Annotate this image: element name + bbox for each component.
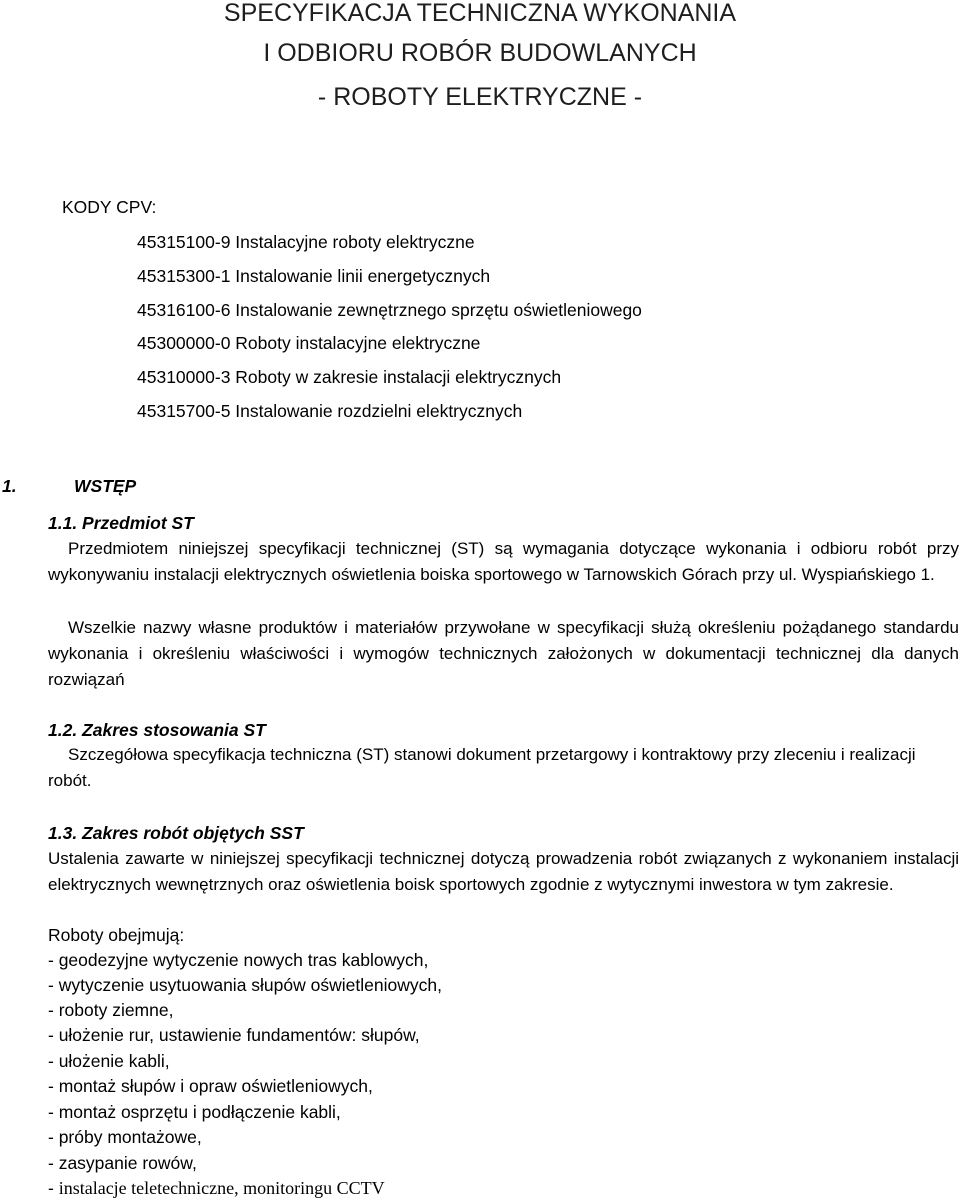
list-item: - ułożenie rur, ustawienie fundamentów: słupów, xyxy=(48,1025,420,1045)
cpv-code: 45315100-9 Instalacyjne roboty elektryczne xyxy=(137,232,475,252)
cpv-code: 45310000-3 Roboty w zakresie instalacji elektrycznych xyxy=(137,367,562,387)
document-title-line-1: SPECYFIKACJA TECHNICZNA WYKONANIA xyxy=(223,0,737,27)
works-label: Roboty obejmują: xyxy=(48,925,185,945)
subsection-heading-1-3: 1.3. Zakres robót objętych SST xyxy=(48,823,304,843)
cpv-code: 45315300-1 Instalowanie linii energetycznych xyxy=(137,266,491,286)
cpv-heading: KODY CPV: xyxy=(62,197,157,217)
subsection-heading-1-1: 1.1. Przedmiot ST xyxy=(48,513,194,533)
cpv-code: 45316100-6 Instalowanie zewnętrznego sprzętu oświetleniowego xyxy=(137,300,642,320)
paragraph-scope: Szczegółowa specyfikacja techniczna (ST) stanowi dokument przetargowy i kontraktowy przy zleceniu i realizacji robót. xyxy=(48,745,916,790)
list-item: - geodezyjne wytyczenie nowych tras kablowych, xyxy=(48,950,429,970)
list-item: - zasypanie rowów, xyxy=(48,1153,197,1173)
cpv-code: 45315700-5 Instalowanie rozdzielni elektrycznych xyxy=(137,401,523,421)
paragraph-arrangements: Ustalenia zawarte w niniejszej specyfikacji technicznej dotyczą prowadzenia robót związanych z wykonaniem instalacji elektrycznych wewnętrznych oraz oświetlenia boisk sportowych zgodnie z wytycznymi inwestora w tym zakresie. xyxy=(48,849,959,894)
list-item: - ułożenie kabli, xyxy=(48,1051,170,1071)
document-title-line-2: I ODBIORU ROBÓR BUDOWLANYCH xyxy=(263,39,697,67)
list-item-dash: - xyxy=(48,1178,59,1198)
paragraph-subject: Przedmiotem niniejszej specyfikacji technicznej (ST) są wymagania dotyczące wykonania i odbioru robót przy wykonywaniu instalacji elektrycznych oświetlenia boiska sportowego w Tarnowskich Górach przy ul. Wyspiańskiego 1. xyxy=(48,539,959,584)
list-item-last xyxy=(48,1177,385,1199)
subsection-heading-1-2: 1.2. Zakres stosowania ST xyxy=(48,720,266,740)
list-item-text: instalacje teletechniczne, monitoringu CCTV xyxy=(58,1178,385,1198)
section-number: 1. xyxy=(2,476,17,496)
list-item: - montaż osprzętu i podłączenie kabli, xyxy=(48,1102,341,1122)
list-item: - roboty ziemne, xyxy=(48,1000,174,1020)
list-item: - wytyczenie usytuowania słupów oświetleniowych, xyxy=(48,975,442,995)
document-title-line-3: - ROBOTY ELEKTRYCZNE - xyxy=(317,83,643,111)
list-item: - próby montażowe, xyxy=(48,1127,202,1147)
section-title: WSTĘP xyxy=(74,476,137,496)
list-item: - montaż słupów i opraw oświetleniowych, xyxy=(48,1076,373,1096)
cpv-code: 45300000-0 Roboty instalacyjne elektryczne xyxy=(137,333,481,353)
paragraph-product-names: Wszelkie nazwy własne produktów i materiałów przywołane w specyfikacji służą określeniu pożądanego standardu wykonania i określeniu właściwości i wymogów technicznych założonych w dokumentacji technicznej dla danych rozwiązań xyxy=(48,618,959,689)
